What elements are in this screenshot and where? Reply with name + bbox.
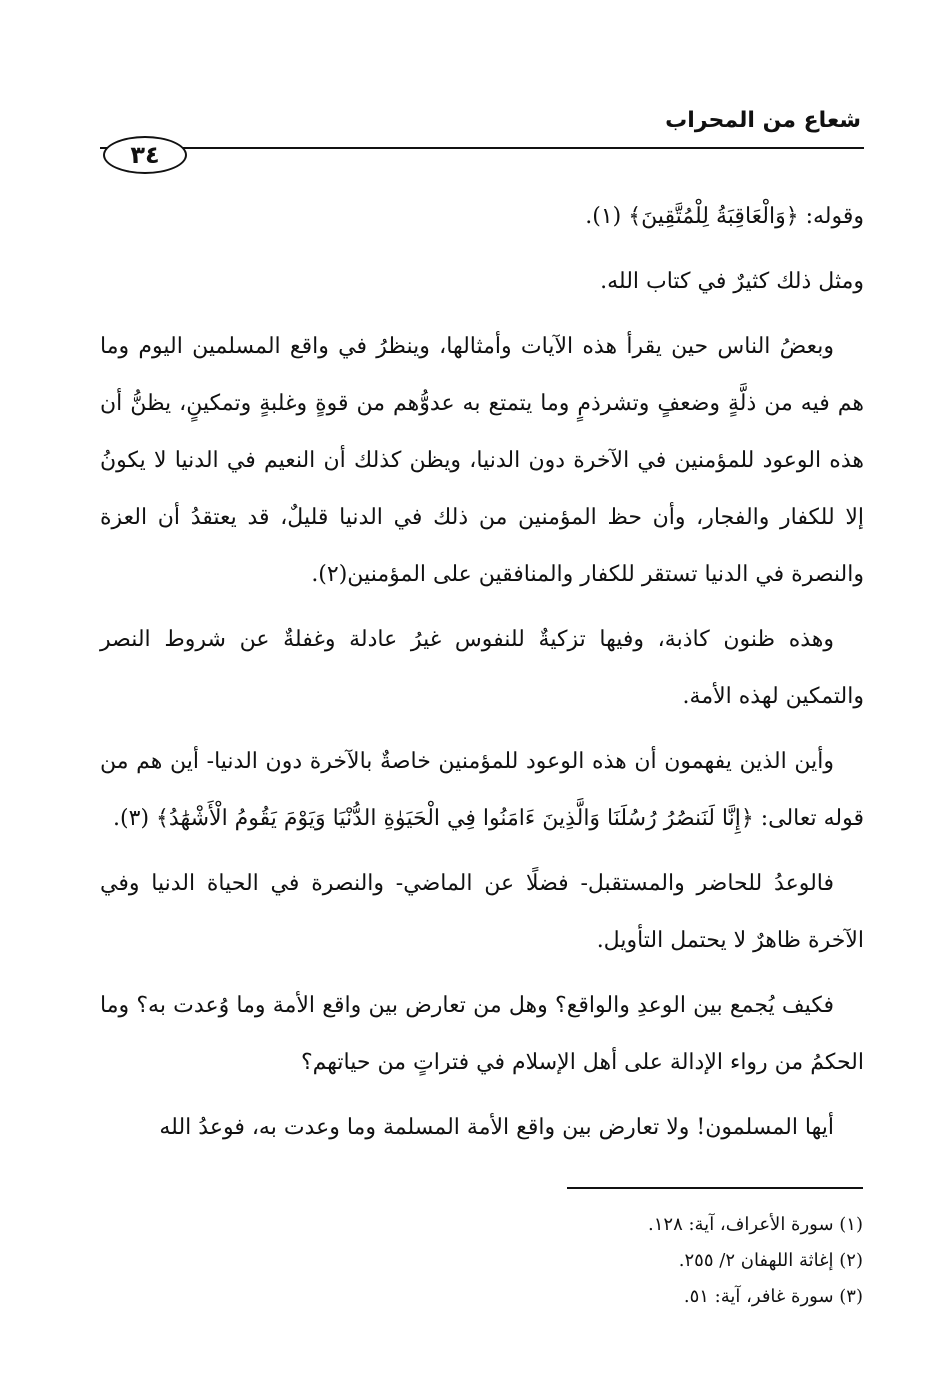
- paragraph: وأين الذين يفهمون أن هذه الوعود للمؤمنين خاصةٌ بالآخرة دون الدنيا- أين هم من قوله تعالى: ﴿إِنَّا لَنَنصُرُ رُسُلَنَا وَالَّذِينَ ءَامَنُوا فِي الْحَيَوٰةِ الدُّنْيَا وَيَوْمَ يَقُومُ الْأَشْهَٰدُ﴾ (٣).: [100, 749, 864, 831]
- paragraph: وهذه ظنون كاذبة، وفيها تزكيةٌ للنفوس غيرُ عادلة وغفلةٌ عن شروط النصر والتمكين لهذه الأمة.: [100, 627, 864, 709]
- footnote: (٢) إغاثة اللهفان ٢/ ٢٥٥.: [678, 1250, 863, 1271]
- page-number-badge: ٣٤: [103, 136, 187, 174]
- paragraph: أيها المسلمون! ولا تعارض بين واقع الأمة المسلمة وما وعدت به، فوعدُ الله: [159, 1115, 834, 1140]
- footnote-divider: [567, 1187, 863, 1189]
- paragraph: فكيف يُجمع بين الوعدِ والواقع؟ وهل من تعارض بين واقع الأمة وما وُعدت به؟ وما الحكمُ من رواء الإدالة على أهل الإسلام في فتراتٍ من حياتهم؟: [100, 993, 864, 1075]
- paragraph: ومثل ذلك كثيرٌ في كتاب الله.: [600, 269, 864, 294]
- paragraph: وقوله: ﴿وَالْعَاقِبَةُ لِلْمُتَّقِينَ﴾ (١).: [585, 204, 864, 229]
- footnotes: [263, 1207, 863, 1315]
- header-divider: [100, 147, 864, 149]
- footnote: (١) سورة الأعراف، آية: ١٢٨.: [648, 1214, 863, 1235]
- footnote: (٣) سورة غافر، آية: ٥١.: [683, 1286, 863, 1307]
- running-title: شعاع من المحراب: [665, 108, 861, 133]
- body-text: [100, 188, 864, 1164]
- paragraph: فالوعدُ للحاضر والمستقبل- فضلًا عن الماضي- والنصرة في الحياة الدنيا وفي الآخرة ظاهرٌ لا يحتمل التأويل.: [100, 871, 864, 953]
- paragraph: وبعضُ الناس حين يقرأ هذه الآيات وأمثالها، وينظرُ في واقع المسلمين اليوم وما هم فيه من ذلَّةٍ وضعفٍ وتشرذمٍ وما يتمتع به عدوُّهم من قوةٍ وغلبةٍ وتمكينٍ، يظنُّ أن هذه الوعود للمؤمنين في الآخرة دون الدنيا، ويظن كذلك أن النعيم في الدنيا لا يكونُ إلا للكفار والفجار، وأن حظ المؤمنين من ذلك في الدنيا قليلٌ، قد يعتقدُ أن العزة والنصرة في الدنيا تستقر للكفار والمنافقين على المؤمنين(٢).: [100, 334, 864, 587]
